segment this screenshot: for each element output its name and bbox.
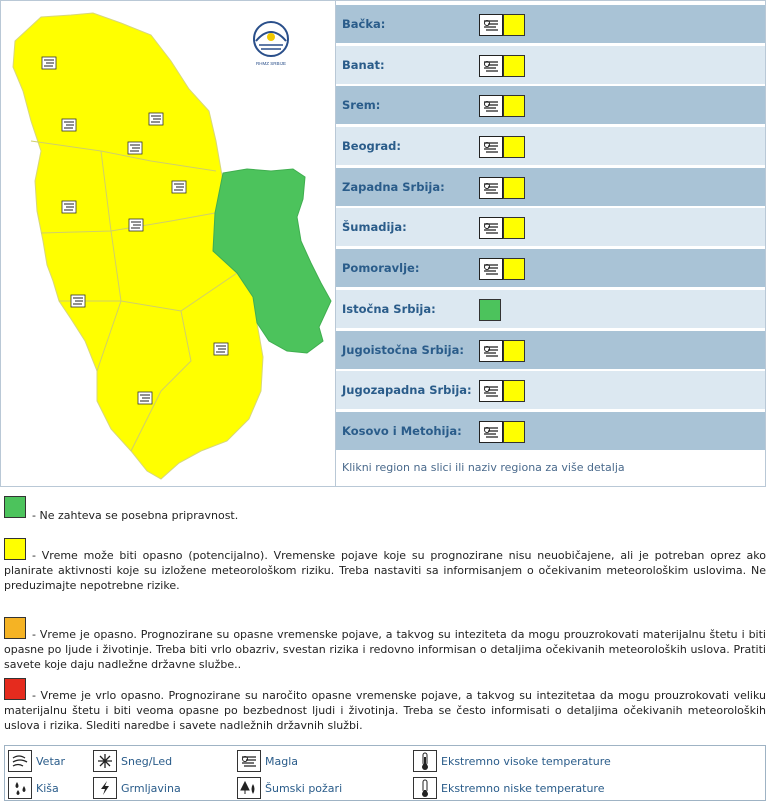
fog-icon xyxy=(62,119,76,131)
thermometer-hot-icon xyxy=(413,750,437,772)
fog-icon xyxy=(237,750,261,772)
warning-level-green xyxy=(479,299,501,321)
region-row[interactable] xyxy=(336,290,765,328)
region-name[interactable]: Banat: xyxy=(342,58,385,72)
fog-icon xyxy=(479,340,503,362)
fog-icon xyxy=(42,57,56,69)
logo-text: RHMZ SRBIJE xyxy=(255,61,287,66)
region-row[interactable] xyxy=(336,168,765,206)
icon-legend xyxy=(4,745,766,801)
warning-level-yellow xyxy=(503,421,525,443)
fog-icon xyxy=(138,392,152,404)
icon-legend-lightning: Grmljavina xyxy=(93,775,181,801)
icon-legend-heat: Ekstremno visoke temperature xyxy=(413,748,611,774)
icon-legend-fog: Magla xyxy=(237,748,298,774)
region-name[interactable]: Zapadna Srbija: xyxy=(342,180,445,194)
thermometer-cold-icon xyxy=(413,777,437,799)
region-status xyxy=(479,95,525,117)
legend-green xyxy=(4,496,766,523)
region-row[interactable] xyxy=(336,208,765,246)
fog-icon xyxy=(479,217,503,239)
swatch-green xyxy=(4,496,26,518)
legend-orange-text: - Vreme je opasno. Prognozirane su opasne vremenske pojave, a takvog su inteziteta da mogu prouzrokovati materijalnu štetu i biti opasne po ljude i životinje. Treba biti vrlo obazriv, svestan rizika i redovno informisan o detaljima očekivanih meteoroloških uslova. Pratiti savete koje daju nadležne državne službe.. xyxy=(4,628,766,671)
icon-legend-rain: Kiša xyxy=(8,775,59,801)
fog-icon xyxy=(128,142,142,154)
wind-icon xyxy=(8,750,32,772)
legend-green-text: - Ne zahteva se posebna pripravnost. xyxy=(32,509,239,522)
region-row[interactable] xyxy=(336,46,765,84)
legend-red-text: - Vreme je vrlo opasno. Prognozirane su naročito opasne vremenske pojave, a takvog su intezitetaa da mogu prouzrokovati veliku materijalnu štetu i biti veoma opasne po bezbednost ljudi i životinja. Treba se često informisati o detaljima očekivanih meteoroloških uslova i rizika. Slediti naredbe i savete nadležnih državnih službi. xyxy=(4,689,766,732)
fog-icon xyxy=(172,181,186,193)
legend-yellow xyxy=(4,538,766,593)
swatch-red xyxy=(4,678,26,700)
serbia-map xyxy=(1,1,337,488)
snow-ice-icon xyxy=(93,750,117,772)
legend-orange xyxy=(4,617,766,672)
fog-icon xyxy=(479,14,503,36)
fog-icon xyxy=(149,113,163,125)
fog-icon xyxy=(129,219,143,231)
region-status xyxy=(479,421,525,443)
region-row[interactable] xyxy=(336,249,765,287)
fog-icon xyxy=(71,295,85,307)
forest-fire-icon xyxy=(237,777,261,799)
icon-legend-cold: Ekstremno niske temperature xyxy=(413,775,604,801)
region-hint-text: Klikni region na slici ili naziv regiona za više detalja xyxy=(342,461,625,474)
region-row[interactable] xyxy=(336,86,765,124)
icon-legend-wind: Vetar xyxy=(8,748,65,774)
region-row[interactable] xyxy=(336,331,765,369)
lightning-icon xyxy=(93,777,117,799)
region-name[interactable]: Srem: xyxy=(342,98,381,112)
region-status xyxy=(479,217,525,239)
region-name[interactable]: Beograd: xyxy=(342,139,401,153)
region-name[interactable]: Bačka: xyxy=(342,17,386,31)
region-name[interactable]: Šumadija: xyxy=(342,220,407,234)
icon-legend-snow: Sneg/Led xyxy=(93,748,172,774)
region-name[interactable]: Istočna Srbija: xyxy=(342,302,436,316)
warning-map-panel xyxy=(0,0,336,487)
icon-legend-fire: Šumski požari xyxy=(237,775,342,801)
legend-yellow-text: - Vreme može biti opasno (potencijalno). Vremenske pojave koje su prognozirane nisu neuobičajene, ali je potreban oprez ako planirate aktivnosti koje su izložene meteorološkom riziku. Treba nastaviti sa informisanjem o očekivanim meteorološkim uslovima. Ne preduzimajte nepotrebne rizike. xyxy=(4,549,766,592)
region-row[interactable] xyxy=(336,5,765,43)
swatch-orange xyxy=(4,617,26,639)
region-name[interactable]: Pomoravlje: xyxy=(342,261,420,275)
region-status xyxy=(479,299,501,321)
fog-icon xyxy=(479,177,503,199)
region-status xyxy=(479,14,525,36)
region-status xyxy=(479,380,525,402)
region-status xyxy=(479,177,525,199)
region-status xyxy=(479,136,525,158)
rhmz-logo xyxy=(254,22,288,56)
warning-level-yellow xyxy=(503,380,525,402)
fog-icon xyxy=(479,380,503,402)
warning-level-yellow xyxy=(503,55,525,77)
warning-level-yellow xyxy=(503,258,525,280)
warning-level-yellow xyxy=(503,340,525,362)
region-name[interactable]: Jugozapadna Srbija: xyxy=(342,383,472,397)
region-name[interactable]: Kosovo i Metohija: xyxy=(342,424,462,438)
region-status xyxy=(479,258,525,280)
rain-icon xyxy=(8,777,32,799)
fog-icon xyxy=(479,258,503,280)
region-row[interactable] xyxy=(336,371,765,409)
region-row[interactable] xyxy=(336,412,765,450)
legend-red xyxy=(4,678,766,733)
fog-icon xyxy=(479,136,503,158)
warning-level-yellow xyxy=(503,136,525,158)
region-name[interactable]: Jugoistočna Srbija: xyxy=(342,343,464,357)
fog-icon xyxy=(479,421,503,443)
fog-icon xyxy=(214,343,228,355)
warning-level-yellow xyxy=(503,217,525,239)
region-row[interactable] xyxy=(336,127,765,165)
fog-icon xyxy=(62,201,76,213)
region-list-panel xyxy=(336,0,766,487)
fog-icon xyxy=(479,55,503,77)
region-status xyxy=(479,340,525,362)
fog-icon xyxy=(479,95,503,117)
region-status xyxy=(479,55,525,77)
warning-level-yellow xyxy=(503,95,525,117)
swatch-yellow xyxy=(4,538,26,560)
warning-level-yellow xyxy=(503,14,525,36)
warning-level-yellow xyxy=(503,177,525,199)
